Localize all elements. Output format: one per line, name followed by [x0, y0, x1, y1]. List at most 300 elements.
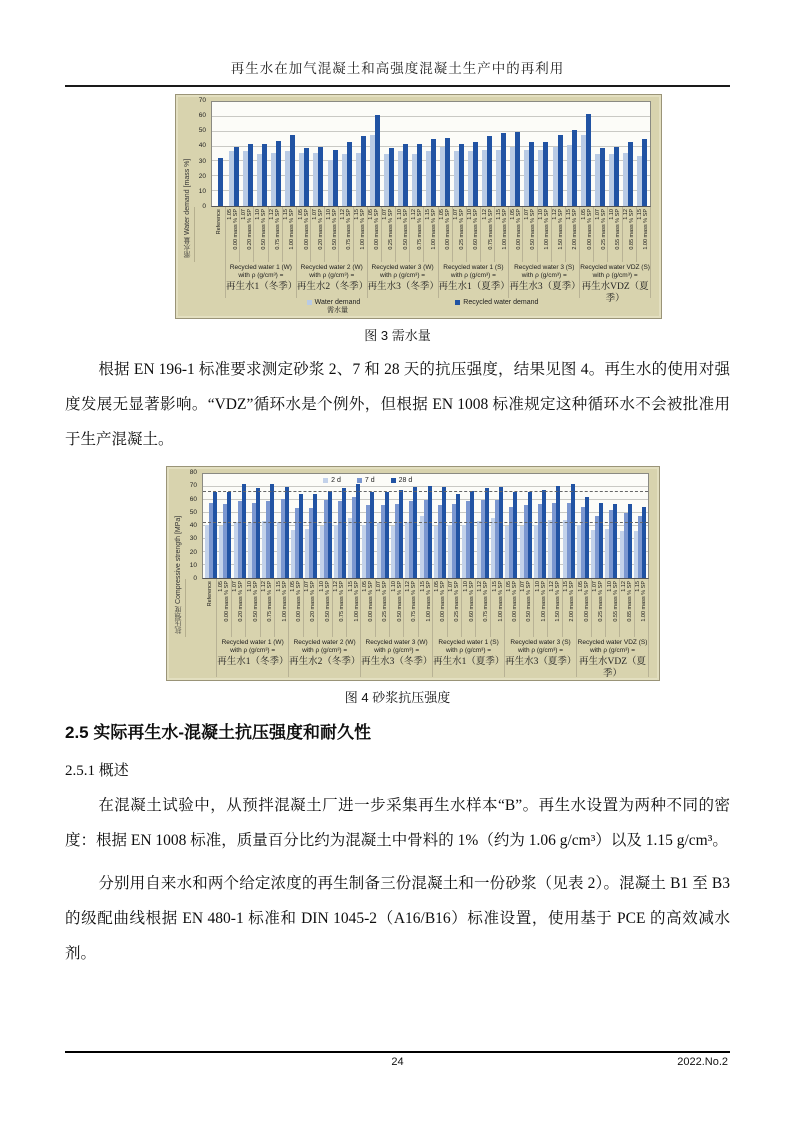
x-tick-label — [226, 207, 240, 262]
x-tick-text: 1.00 mass % SP — [497, 581, 504, 622]
y-tick-label: 60 — [198, 112, 206, 120]
bar-group — [275, 474, 289, 578]
bar-group — [361, 474, 375, 578]
y-tick-label: 80 — [189, 469, 197, 476]
bar-28d — [470, 491, 474, 578]
legend-label: Recycled water demand — [463, 299, 539, 306]
fig3-y-tick-labels — [194, 97, 209, 210]
bar-group — [290, 474, 304, 578]
x-tick-text: 1.15 — [275, 581, 282, 592]
x-tick-text: 1.50 mass % SP — [558, 209, 565, 250]
x-tick-label — [620, 579, 634, 637]
group-label-zh: 再生水1（冬季） — [225, 282, 298, 292]
x-tick-text: 0.00 mass % SP — [586, 209, 593, 250]
fig3-x-tick-labels — [194, 207, 651, 262]
bar-group — [410, 102, 424, 206]
x-tick-text: 1.12 — [339, 209, 346, 220]
reference-group-spacer — [211, 262, 226, 298]
bar-group — [318, 474, 332, 578]
y-tick-label: 50 — [189, 508, 197, 516]
bar-group — [304, 474, 318, 578]
x-tick-label — [361, 579, 375, 637]
x-tick-text: 1.15 — [419, 581, 426, 592]
x-tick-label — [410, 207, 424, 262]
bar-recycled-water-demand — [431, 139, 436, 206]
bar-recycled-water-demand — [501, 133, 506, 206]
y-tick-label: 0 — [193, 575, 197, 582]
group-label-en: Recycled water 2 (W) — [293, 639, 356, 646]
x-tick-text: 0.00 mass % SP — [296, 581, 303, 622]
y-tick-label: 10 — [198, 187, 206, 195]
x-tick-text: 1.05 — [290, 581, 297, 592]
x-tick-label — [304, 579, 318, 637]
x-tick-text: 0.25 mass % SP — [459, 209, 466, 250]
y-tick-label: 30 — [189, 535, 197, 543]
fig4-y-tick-labels — [185, 469, 200, 582]
x-tick-text: 0.00 mass % SP — [445, 209, 452, 250]
x-tick-text: 1.10 — [467, 209, 474, 220]
x-tick-text: 0.20 mass % SP — [317, 209, 324, 250]
x-tick-text: 1.00 mass % SP — [430, 209, 437, 250]
group-label — [217, 637, 289, 677]
group-label-zh: 再生水1（夏季） — [438, 282, 510, 292]
group-label-en: Recycled water 1 (S) — [443, 264, 504, 271]
bar-group — [536, 102, 550, 206]
bar-recycled-water-demand — [614, 147, 619, 206]
x-tick-label — [505, 579, 519, 637]
x-tick-label — [606, 579, 620, 637]
reference-dashed-line — [203, 491, 648, 492]
group-label — [368, 262, 439, 298]
bar-28d — [571, 484, 575, 578]
x-tick-text: 1.15 — [495, 209, 502, 220]
x-tick-label — [635, 579, 649, 637]
bar-recycled-water-demand — [459, 144, 464, 206]
group-label-en: Recycled water 2 (W) — [300, 264, 363, 271]
x-tick-text: 0.00 mass % SP — [232, 209, 239, 250]
bar-group — [476, 474, 490, 578]
bar-recycled-water-demand — [628, 142, 633, 206]
bar-group — [635, 102, 649, 206]
x-tick-text: 0.50 mass % SP — [331, 209, 338, 250]
group-label-zh: 再生水1（冬季） — [217, 657, 289, 667]
y-tick-label: 20 — [189, 548, 197, 556]
bar-28d — [556, 486, 560, 578]
bar-group — [561, 474, 575, 578]
bar-28d — [542, 490, 546, 578]
x-tick-text: 1.07 — [376, 581, 383, 592]
x-tick-label — [347, 579, 361, 637]
x-tick-text: 1.07 — [311, 209, 318, 220]
subsection-heading: 2.5.1 概述 — [65, 763, 129, 779]
fig4-x-tick-labels — [185, 579, 649, 637]
x-tick-text: 1.00 mass % SP — [353, 581, 360, 622]
x-tick-label — [548, 579, 562, 637]
bar-group — [255, 102, 269, 206]
bar-group — [522, 102, 536, 206]
fig3-y-axis-label: 需水量 Water demand [mass %] — [184, 158, 191, 258]
bar-group — [382, 102, 396, 206]
x-tick-text: 1.05 — [226, 209, 233, 220]
group-label-zh: 再生水3（冬季） — [367, 282, 439, 292]
group-label-zh: 再生水VDZ（夏季） — [581, 282, 649, 304]
bar-recycled-water-demand — [642, 139, 647, 206]
x-tick-text: 1.07 — [240, 209, 247, 220]
bar-group — [519, 474, 533, 578]
bar-group — [593, 102, 607, 206]
group-label-zh: 再生水3（夏季） — [505, 657, 577, 667]
bar-recycled-water-demand — [290, 135, 295, 206]
x-tick-label — [419, 579, 433, 637]
x-tick-label — [289, 579, 303, 637]
group-label-en2: with ρ (g/cm³) = — [309, 271, 355, 279]
bar-group — [533, 474, 547, 578]
x-tick-label — [283, 207, 297, 262]
group-label-en: Recycled water 3 (S) — [510, 639, 571, 646]
bar-group — [621, 102, 635, 206]
paragraph-1: 根据 EN 196-1 标准要求测定砂浆 2、7 和 28 天的抗压强度，结果见图 4。再生水的使用对强度发展无显著影响。“VDZ”循环水是个例外，但根据 EN 1008 标准规定这种循环水不会被批准用于生产混凝土。 — [65, 361, 730, 448]
x-tick-label — [339, 207, 353, 262]
bar-group — [326, 102, 340, 206]
x-tick-label — [217, 579, 231, 637]
group-label-en2: with ρ (g/cm³) = — [446, 646, 492, 654]
bar-28d — [370, 492, 374, 578]
group-label-en: Recycled water 3 (S) — [514, 264, 575, 271]
running-title: 再生水在加气混凝土和高强度混凝土生产中的再利用 — [230, 61, 565, 76]
bar-recycled-water-demand — [586, 114, 591, 206]
bar-recycled-water-demand — [318, 147, 323, 206]
group-label — [433, 637, 505, 677]
x-tick-label — [476, 579, 490, 637]
x-tick-text: 1.15 — [354, 209, 361, 220]
bar-group — [466, 102, 480, 206]
bar-recycled-water-demand — [347, 142, 352, 206]
bar-recycled-water-demand — [389, 148, 394, 206]
group-label-en2: with ρ (g/cm³) = — [302, 646, 348, 654]
bar-group — [333, 474, 347, 578]
x-tick-label — [608, 207, 622, 262]
x-tick-text: 0.75 mass % SP — [345, 209, 352, 250]
group-label-zh: 再生水3（冬季） — [361, 657, 433, 667]
group-label-en2: with ρ (g/cm³) = — [589, 646, 636, 654]
x-tick-label — [368, 207, 382, 262]
group-label-zh: 再生水2（冬季） — [289, 657, 361, 667]
bar-group — [461, 474, 475, 578]
fig3-plot-area — [211, 101, 651, 207]
y-tick-label: 50 — [198, 127, 206, 135]
x-tick-text: 1.12 — [333, 581, 340, 592]
legend-item — [307, 299, 361, 315]
group-label-en: Recycled water 3 (W) — [371, 264, 434, 271]
bar-recycled-water-demand — [248, 144, 253, 206]
bar-recycled-water-demand — [473, 142, 478, 206]
group-label-zh: 再生水VDZ（夏季） — [579, 657, 647, 679]
bar-recycled-water-demand — [572, 130, 577, 206]
x-tick-text: 1.10 — [462, 581, 469, 592]
x-tick-text: 0.50 mass % SP — [261, 209, 268, 250]
x-tick-text: 1.10 — [396, 209, 403, 220]
x-tick-label — [467, 207, 481, 262]
x-tick-text: 1.05 — [218, 581, 225, 592]
bar-28d — [628, 504, 632, 578]
x-tick-label — [325, 207, 339, 262]
x-tick-label — [538, 207, 552, 262]
x-tick-text: 1.07 — [592, 581, 599, 592]
x-tick-label — [563, 579, 577, 637]
group-label — [226, 262, 297, 298]
bar-group — [218, 474, 232, 578]
x-tick-label — [439, 207, 453, 262]
x-tick-text: 1.12 — [623, 209, 630, 220]
bar-group — [607, 102, 621, 206]
x-tick-text: 0.25 mass % SP — [454, 581, 461, 622]
figure3-water-demand-chart — [175, 94, 662, 319]
x-tick-text: 1.15 — [635, 581, 642, 592]
bar-recycled-water-demand — [234, 147, 239, 206]
bar-28d — [242, 484, 246, 578]
bar-group — [590, 474, 604, 578]
x-tick-text: 0.50 mass % SP — [252, 581, 259, 622]
bar-recycled-water-demand — [445, 138, 450, 206]
x-tick-text: 1.05 — [368, 209, 375, 220]
bar-28d — [256, 488, 260, 578]
bar-group — [354, 102, 368, 206]
x-tick-text: 0.75 mass % SP — [487, 209, 494, 250]
x-tick-text: 1.12 — [481, 209, 488, 220]
bar-group — [418, 474, 432, 578]
x-tick-text: 0.00 mass % SP — [367, 581, 374, 622]
y-tick-label: 0 — [202, 203, 206, 210]
x-tick-text: 1.00 mass % SP — [501, 209, 508, 250]
bar-28d — [270, 484, 274, 578]
x-tick-label — [577, 579, 591, 637]
x-tick-text: 0.75 mass % SP — [483, 581, 490, 622]
group-label-en2: with ρ (g/cm³) = — [380, 271, 426, 279]
x-tick-text: 1.05 — [433, 581, 440, 592]
bar-recycled-water-demand — [262, 144, 267, 206]
figure4-compressive-strength-chart — [166, 466, 660, 681]
bar-28d — [356, 484, 360, 578]
x-tick-text: 1.12 — [552, 209, 559, 220]
x-tick-label — [376, 579, 390, 637]
bar-28d — [456, 494, 460, 579]
y-tick-label: 40 — [198, 142, 206, 150]
bar-group — [376, 474, 390, 578]
x-tick-label — [523, 207, 537, 262]
x-tick-text: 0.00 mass % SP — [515, 209, 522, 250]
bar-recycled-water-demand — [361, 136, 366, 206]
x-tick-text: 0.25 mass % SP — [600, 209, 607, 250]
group-label-en: Recycled water 1 (W) — [229, 264, 292, 271]
x-tick-label — [594, 207, 608, 262]
bar-28d — [485, 488, 489, 578]
x-tick-text: 0.00 mass % SP — [224, 581, 231, 622]
bar-recycled-water-demand — [558, 135, 563, 206]
reference-dashed-line — [203, 522, 648, 523]
x-tick-label — [453, 207, 467, 262]
x-tick-label — [534, 579, 548, 637]
x-tick-label — [318, 579, 332, 637]
x-tick-text: 0.50 mass % SP — [402, 209, 409, 250]
bar-28d — [399, 490, 403, 578]
group-label-en2: with ρ (g/cm³) = — [592, 271, 638, 279]
x-tick-label — [275, 579, 289, 637]
bar-recycled-water-demand — [276, 141, 281, 206]
x-tick-label — [566, 207, 580, 262]
x-tick-label — [203, 579, 217, 637]
bar-28d — [513, 492, 517, 578]
group-label-en2: with ρ (g/cm³) = — [450, 271, 496, 279]
y-tick-label: 60 — [189, 495, 197, 503]
x-tick-text: 0.75 mass % SP — [275, 209, 282, 250]
x-tick-text: 0.00 mass % SP — [439, 581, 446, 622]
x-tick-text: 1.15 — [424, 209, 431, 220]
x-tick-text: 0.85 mass % SP — [629, 209, 636, 250]
x-tick-label — [404, 579, 418, 637]
page-header — [65, 0, 730, 87]
bar-recycled-water-demand — [515, 132, 520, 206]
page-footer — [65, 1051, 730, 1068]
fig4-plot-area — [202, 473, 649, 579]
x-tick-text: 1.15 — [566, 209, 573, 220]
x-tick-text: 1.50 mass % SP — [555, 581, 562, 622]
x-tick-label — [333, 579, 347, 637]
group-label — [289, 637, 361, 677]
fig4-bars — [204, 474, 647, 578]
x-tick-label — [297, 207, 311, 262]
bar-group — [269, 102, 283, 206]
bar-group — [551, 102, 565, 206]
bar-group — [396, 102, 410, 206]
y-tick-label: 70 — [189, 482, 197, 490]
bar-group — [490, 474, 504, 578]
bar-recycled-water-demand — [375, 115, 380, 206]
bar-group — [404, 474, 418, 578]
group-label-en: Recycled water 3 (W) — [365, 639, 428, 646]
bar-group — [390, 474, 404, 578]
x-tick-text: 0.00 mass % SP — [511, 581, 518, 622]
x-tick-label — [637, 207, 651, 262]
y-tick-label: 30 — [198, 157, 206, 165]
x-tick-text: 1.07 — [448, 581, 455, 592]
group-label-en2: with ρ (g/cm³) = — [230, 646, 276, 654]
x-tick-text: 2.00 mass % SP — [572, 209, 579, 250]
bar-group — [424, 102, 438, 206]
bar-group — [565, 102, 579, 206]
x-tick-text: 1.05 — [439, 209, 446, 220]
fig3-legend — [194, 298, 651, 315]
bar-recycled-water-demand — [529, 142, 534, 206]
legend-item — [455, 299, 538, 307]
bar-group — [447, 474, 461, 578]
bar-group — [283, 102, 297, 206]
group-label-en2: with ρ (g/cm³) = — [374, 646, 420, 654]
page-number: 24 — [391, 1056, 404, 1068]
bar-group — [204, 474, 218, 578]
x-tick-text: 1.10 — [246, 581, 253, 592]
x-tick-text: 0.75 mass % SP — [339, 581, 346, 622]
x-tick-label — [212, 207, 226, 262]
group-label — [580, 262, 651, 304]
x-tick-text: 1.07 — [520, 581, 527, 592]
y-tick-label: 20 — [198, 172, 206, 180]
x-tick-text: 0.75 mass % SP — [267, 581, 274, 622]
x-tick-label — [354, 207, 368, 262]
y-tick-label: 40 — [189, 522, 197, 529]
legend-swatch — [307, 300, 312, 305]
bar-group — [297, 102, 311, 206]
x-tick-text: 1.00 mass % SP — [289, 209, 296, 250]
group-label-en2: with ρ (g/cm³) = — [518, 646, 564, 654]
group-label-en: Recycled water VDZ (S) — [580, 264, 650, 271]
x-tick-label — [382, 207, 396, 262]
bar-group — [233, 474, 247, 578]
bar-28d — [213, 492, 217, 578]
bar-recycled-water-demand — [600, 148, 605, 206]
x-tick-text: 1.07 — [524, 209, 531, 220]
x-tick-label — [462, 579, 476, 637]
paragraph-2: 在混凝土试验中，从预拌混凝土厂进一步采集再生水样本“B”。再生水设置为两种不同的密度：根据 EN 1008 标准，质量百分比约为混凝土中骨料的 1%（约为 1.06 g/cm³）以及 1.15 g/cm³。 — [65, 797, 730, 849]
x-tick-text: 0.20 mass % SP — [238, 581, 245, 622]
bar-28d — [413, 487, 417, 578]
x-tick-text: 0.50 mass % SP — [324, 581, 331, 622]
bar-group — [504, 474, 518, 578]
legend-label: 28 d — [398, 477, 413, 484]
x-tick-text: 0.50 mass % SP — [530, 209, 537, 250]
bar-recycled-water-demand — [403, 144, 408, 206]
legend-label: 7 d — [364, 477, 375, 484]
x-tick-label — [592, 579, 606, 637]
x-tick-label — [481, 207, 495, 262]
x-tick-text: 1.05 — [505, 581, 512, 592]
reference-group-spacer — [202, 637, 217, 677]
x-tick-text: 0.60 mass % SP — [473, 209, 480, 250]
x-tick-text: 0.25 mass % SP — [598, 581, 605, 622]
x-tick-text: 1.05 — [297, 209, 304, 220]
bar-group — [311, 102, 325, 206]
group-label-zh: 再生水1（夏季） — [433, 657, 505, 667]
x-tick-text: 1.07 — [594, 209, 601, 220]
x-tick-label — [246, 579, 260, 637]
x-tick-text: 0.85 mass % SP — [627, 581, 634, 622]
figure4-caption: 图 4 砂浆抗压强度 — [344, 690, 451, 705]
group-label-zh: 再生水3（夏季） — [509, 282, 581, 292]
bar-recycled-water-demand — [417, 144, 422, 206]
x-tick-text: 1.12 — [261, 581, 268, 592]
x-tick-text: 0.25 mass % SP — [388, 209, 395, 250]
group-label — [577, 637, 649, 677]
bar-recycled-water-demand — [304, 148, 309, 206]
group-label-zh: 再生水2（冬季） — [296, 282, 369, 292]
x-tick-label — [424, 207, 438, 262]
x-tick-text: 1.10 — [534, 581, 541, 592]
bar-group — [579, 102, 593, 206]
y-tick-label: 70 — [198, 97, 206, 104]
bar-28d — [642, 507, 646, 579]
x-tick-text: 1.12 — [621, 581, 628, 592]
x-tick-label — [269, 207, 283, 262]
x-tick-text: 1.10 — [390, 581, 397, 592]
x-tick-label — [623, 207, 637, 262]
x-tick-text: 1.12 — [477, 581, 484, 592]
group-label-en: Recycled water VDZ (S) — [577, 639, 648, 646]
x-tick-label — [509, 207, 523, 262]
bar-group — [261, 474, 275, 578]
x-tick-text: 0.20 mass % SP — [310, 581, 317, 622]
x-tick-text: 1.05 — [577, 581, 584, 592]
fig4-y-axis-label: 抗压强度 Compressive strength [MPa] — [175, 515, 182, 635]
legend-label: Water demand 需水量 — [314, 299, 361, 314]
